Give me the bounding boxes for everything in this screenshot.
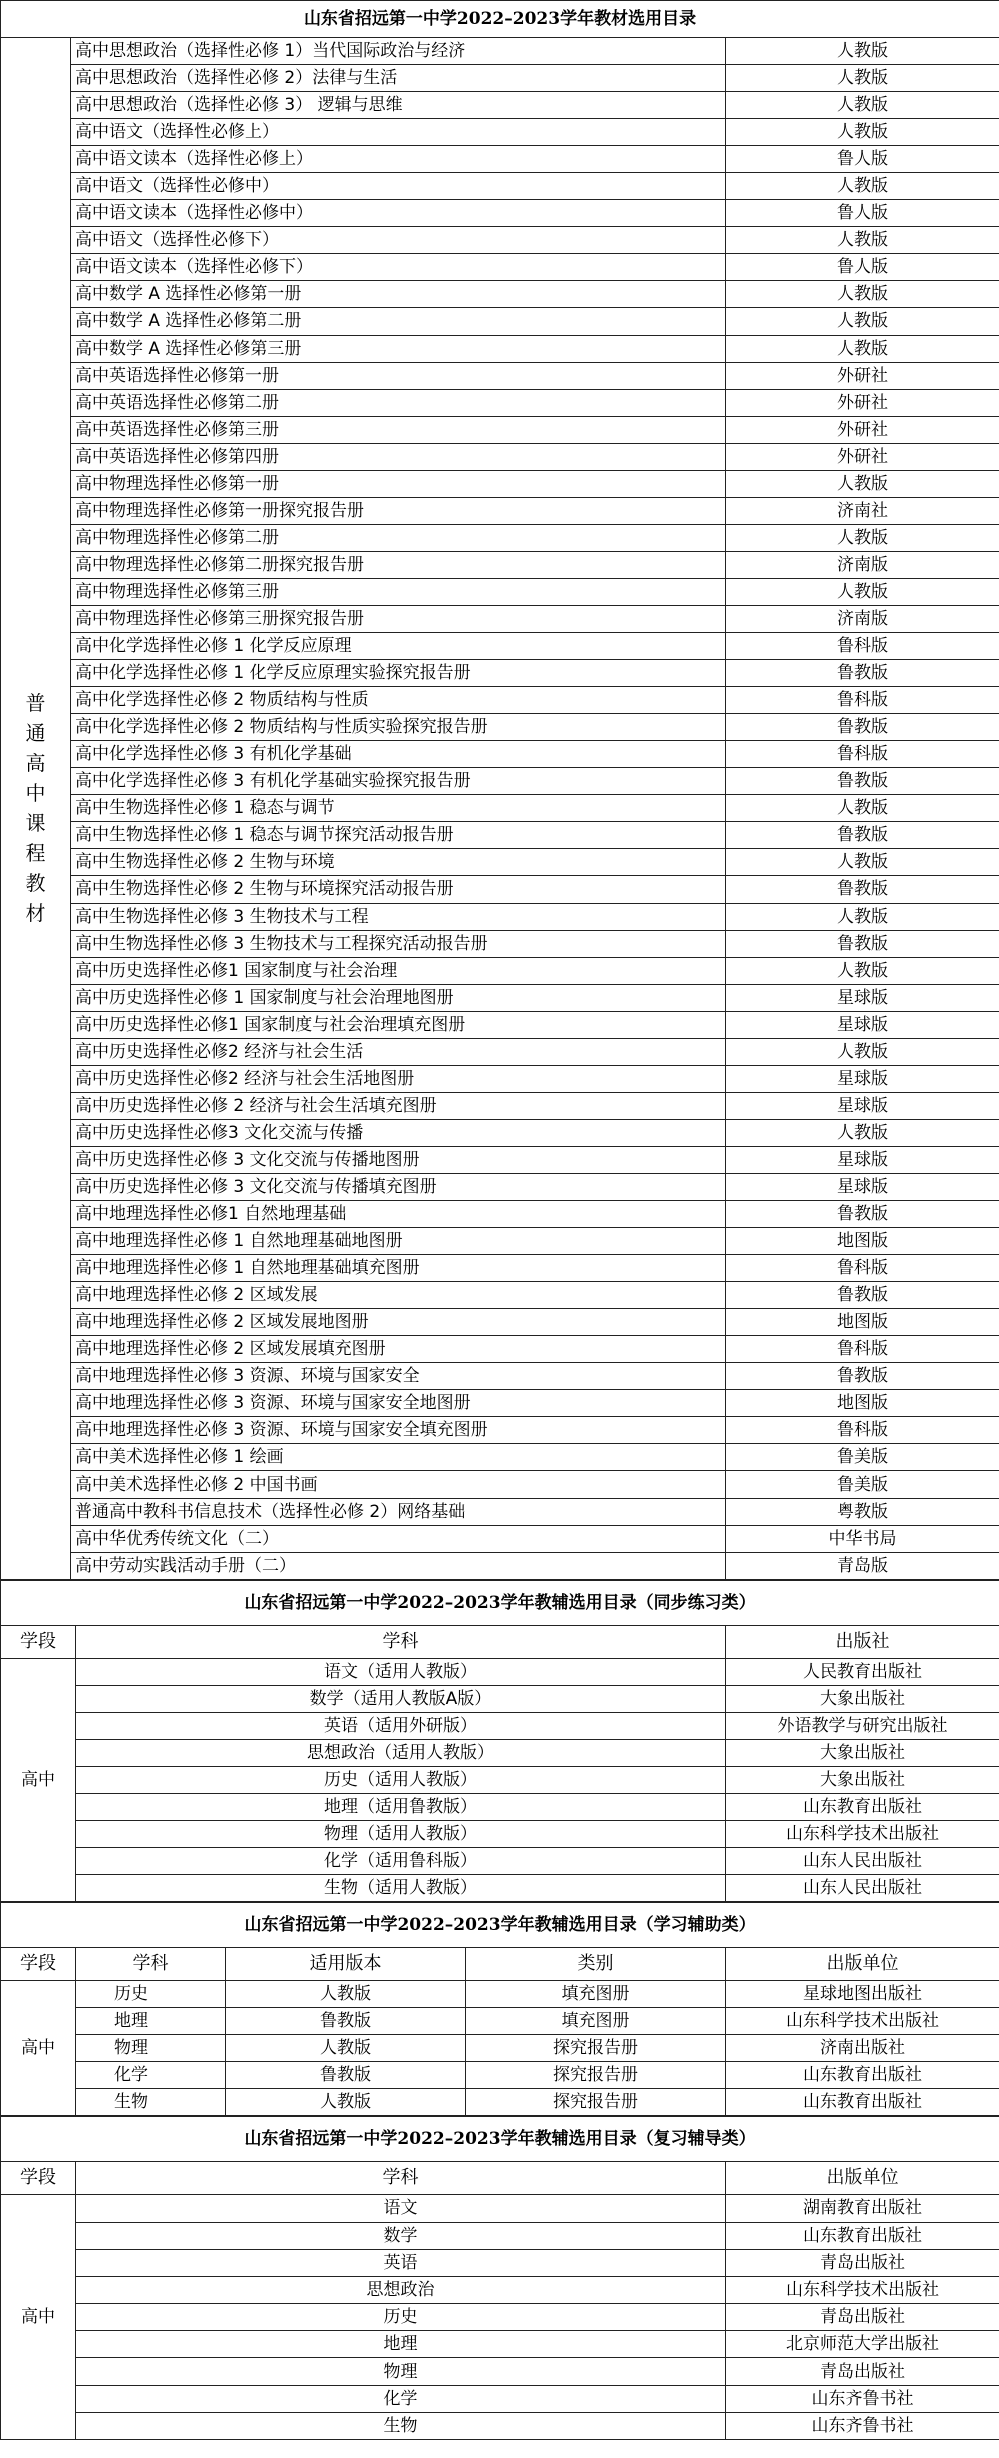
textbook-publisher: 人教版 [726,308,999,335]
textbook-row [1,1173,999,1200]
textbook-name: 高中历史选择性必修1 国家制度与社会治理填充图册 [71,1011,726,1038]
sync-publisher: 山东人民出版社 [726,1875,999,1902]
textbook-name: 高中生物选择性必修 1 稳态与调节探究活动报告册 [71,822,726,849]
sync-stage: 高中 [1,1658,76,1901]
assist-row [1,2035,999,2062]
textbook-publisher: 济南版 [726,605,999,632]
sync-table-title: 山东省招远第一中学2022–2023学年教辅选用目录（同步练习类） [1,1580,999,1625]
textbook-publisher: 人教版 [726,227,999,254]
textbook-row [1,1309,999,1336]
textbook-publisher: 人教版 [726,470,999,497]
assist-type: 探究报告册 [466,2062,726,2089]
textbook-name: 高中地理选择性必修 1 自然地理基础填充图册 [71,1255,726,1282]
assist-row [1,2008,999,2035]
textbook-publisher: 地图版 [726,1390,999,1417]
sync-publisher: 大象出版社 [726,1739,999,1766]
textbook-name: 高中语文读本（选择性必修中） [71,200,726,227]
textbook-row [1,1498,999,1525]
textbook-row [1,281,999,308]
textbook-publisher: 鲁教版 [726,1282,999,1309]
textbook-row [1,957,999,984]
assist-version: 人教版 [226,2089,466,2116]
textbook-row [1,1282,999,1309]
review-row [1,2412,999,2439]
assist-row [1,2062,999,2089]
assist-subject: 历史 [76,1981,226,2008]
textbook-row [1,254,999,281]
review-row [1,2385,999,2412]
sync-subject: 英语（适用外研版） [76,1712,726,1739]
assist-publisher: 星球地图出版社 [726,1981,999,2008]
textbook-publisher: 鲁人版 [726,254,999,281]
textbook-row [1,903,999,930]
textbook-name: 高中历史选择性必修 3 文化交流与传播填充图册 [71,1173,726,1200]
textbook-row [1,660,999,687]
textbook-publisher: 人教版 [726,173,999,200]
textbook-row [1,470,999,497]
textbook-name: 高中华优秀传统文化（二） [71,1525,726,1552]
sync-row [1,1820,999,1847]
review-subject: 数学 [76,2222,726,2249]
textbook-publisher: 鲁人版 [726,146,999,173]
textbook-publisher: 人教版 [726,524,999,551]
textbook-name: 高中劳动实践活动手册（二） [71,1552,726,1579]
textbook-name: 高中地理选择性必修 2 区域发展地图册 [71,1309,726,1336]
review-subject: 英语 [76,2249,726,2276]
textbook-publisher: 鲁教版 [726,1363,999,1390]
category-char: 通 [25,721,46,746]
assist-table [0,1902,999,2116]
textbook-publisher: 鲁教版 [726,660,999,687]
textbook-publisher: 鲁人版 [726,200,999,227]
textbook-row [1,930,999,957]
textbook-row [1,1363,999,1390]
textbook-name: 高中物理选择性必修第二册探究报告册 [71,551,726,578]
review-publisher: 青岛出版社 [726,2249,999,2276]
textbook-row [1,65,999,92]
review-row [1,2304,999,2331]
textbook-name: 高中物理选择性必修第一册 [71,470,726,497]
review-row [1,2276,999,2303]
sync-row [1,1766,999,1793]
sync-publisher: 大象出版社 [726,1685,999,1712]
sync-header-publisher: 出版社 [726,1625,999,1658]
category-label [1,38,71,1580]
category-char: 程 [25,841,46,866]
assist-row [1,1981,999,2008]
sync-subject: 历史（适用人教版） [76,1766,726,1793]
textbook-name: 高中语文（选择性必修下） [71,227,726,254]
textbook-name: 高中化学选择性必修 2 物质结构与性质 [71,687,726,714]
textbook-row [1,1336,999,1363]
sync-subject: 思想政治（适用人教版） [76,1739,726,1766]
textbook-publisher: 鲁科版 [726,1417,999,1444]
assist-subject: 物理 [76,2035,226,2062]
textbook-publisher: 鲁科版 [726,633,999,660]
textbook-publisher: 人教版 [726,957,999,984]
textbook-publisher: 人教版 [726,1119,999,1146]
textbook-row [1,714,999,741]
textbook-row [1,1038,999,1065]
textbook-name: 高中语文（选择性必修中） [71,173,726,200]
textbook-publisher: 外研社 [726,443,999,470]
assist-publisher: 山东科学技术出版社 [726,2008,999,2035]
assist-subject: 生物 [76,2089,226,2116]
assist-type: 探究报告册 [466,2089,726,2116]
textbook-row [1,1146,999,1173]
review-subject: 思想政治 [76,2276,726,2303]
review-publisher: 山东教育出版社 [726,2222,999,2249]
textbook-publisher: 鲁教版 [726,768,999,795]
assist-stage: 高中 [1,1981,76,2116]
textbook-publisher: 鲁教版 [726,930,999,957]
textbook-name: 高中化学选择性必修 1 化学反应原理 [71,633,726,660]
review-row [1,2331,999,2358]
textbook-row [1,389,999,416]
review-subject: 物理 [76,2358,726,2385]
textbook-row [1,795,999,822]
textbook-name: 高中历史选择性必修2 经济与社会生活 [71,1038,726,1065]
textbook-publisher: 鲁美版 [726,1471,999,1498]
textbook-name: 高中语文（选择性必修上） [71,119,726,146]
review-header-stage: 学段 [1,2162,76,2195]
textbook-publisher: 星球版 [726,1173,999,1200]
sync-publisher: 外语教学与研究出版社 [726,1712,999,1739]
textbook-name: 高中地理选择性必修 3 资源、环境与国家安全 [71,1363,726,1390]
textbook-name: 高中地理选择性必修 1 自然地理基础地图册 [71,1228,726,1255]
review-row [1,2358,999,2385]
textbook-name: 高中数学 A 选择性必修第三册 [71,335,726,362]
textbook-name: 高中英语选择性必修第一册 [71,362,726,389]
review-row [1,2249,999,2276]
textbook-row [1,1552,999,1579]
sync-publisher: 大象出版社 [726,1766,999,1793]
assist-subject: 地理 [76,2008,226,2035]
sync-subject: 地理（适用鲁教版） [76,1793,726,1820]
sync-publisher: 山东教育出版社 [726,1793,999,1820]
textbook-row [1,1525,999,1552]
textbook-row [1,1092,999,1119]
textbook-publisher: 人教版 [726,578,999,605]
textbook-name: 高中思想政治（选择性必修 3） 逻辑与思维 [71,92,726,119]
assist-header-version: 适用版本 [226,1948,466,1981]
review-subject: 生物 [76,2412,726,2439]
textbook-publisher: 星球版 [726,1065,999,1092]
textbook-row [1,1417,999,1444]
sync-row [1,1875,999,1902]
textbook-publisher: 鲁教版 [726,1201,999,1228]
textbook-publisher: 人教版 [726,903,999,930]
textbook-publisher: 中华书局 [726,1525,999,1552]
textbook-name: 高中生物选择性必修 2 生物与环境探究活动报告册 [71,876,726,903]
assist-type: 填充图册 [466,2008,726,2035]
category-char: 普 [25,691,46,716]
textbook-row [1,443,999,470]
assist-version: 人教版 [226,1981,466,2008]
assist-header-publisher: 出版单位 [726,1948,999,1981]
textbook-publisher: 星球版 [726,1146,999,1173]
textbook-row [1,1471,999,1498]
assist-version: 鲁教版 [226,2008,466,2035]
review-subject: 语文 [76,2195,726,2222]
assist-type: 填充图册 [466,1981,726,2008]
textbook-row [1,173,999,200]
textbook-row [1,1228,999,1255]
textbook-row [1,416,999,443]
review-publisher: 山东科学技术出版社 [726,2276,999,2303]
textbook-row [1,1444,999,1471]
review-subject: 地理 [76,2331,726,2358]
review-row [1,2222,999,2249]
textbook-name: 高中英语选择性必修第三册 [71,416,726,443]
review-publisher: 湖南教育出版社 [726,2195,999,2222]
textbook-publisher: 地图版 [726,1228,999,1255]
category-char: 课 [25,811,46,836]
textbook-name: 高中思想政治（选择性必修 1）当代国际政治与经济 [71,38,726,65]
textbook-name: 高中英语选择性必修第二册 [71,389,726,416]
textbook-row [1,524,999,551]
textbook-name: 高中生物选择性必修 3 生物技术与工程 [71,903,726,930]
assist-header-type: 类别 [466,1948,726,1981]
textbook-row [1,146,999,173]
textbook-row [1,1065,999,1092]
textbook-name: 高中历史选择性必修2 经济与社会生活地图册 [71,1065,726,1092]
category-char: 高 [25,751,46,776]
textbook-row [1,497,999,524]
textbook-row [1,1011,999,1038]
textbook-row [1,849,999,876]
textbook-name: 高中语文读本（选择性必修下） [71,254,726,281]
category-char: 材 [25,901,46,926]
textbook-name: 高中历史选择性必修1 国家制度与社会治理 [71,957,726,984]
textbook-row [1,200,999,227]
textbook-name: 高中地理选择性必修 3 资源、环境与国家安全填充图册 [71,1417,726,1444]
textbook-publisher: 星球版 [726,1092,999,1119]
textbook-name: 高中生物选择性必修 1 稳态与调节 [71,795,726,822]
textbook-row [1,768,999,795]
textbook-name: 高中地理选择性必修1 自然地理基础 [71,1201,726,1228]
textbook-table-title: 山东省招远第一中学2022–2023学年教材选用目录 [1,1,999,38]
sync-table [0,1580,999,1902]
review-table [0,2116,999,2440]
textbook-publisher: 鲁教版 [726,714,999,741]
textbook-publisher: 鲁科版 [726,741,999,768]
textbook-name: 高中美术选择性必修 2 中国书画 [71,1471,726,1498]
assist-subject: 化学 [76,2062,226,2089]
sync-row [1,1658,999,1685]
textbook-publisher: 星球版 [726,984,999,1011]
textbook-row [1,578,999,605]
sync-row [1,1685,999,1712]
textbook-name: 高中物理选择性必修第二册 [71,524,726,551]
textbook-row [1,308,999,335]
review-publisher: 青岛出版社 [726,2358,999,2385]
textbook-publisher: 人教版 [726,119,999,146]
textbook-publisher: 鲁教版 [726,822,999,849]
assist-publisher: 济南出版社 [726,2035,999,2062]
sync-row [1,1739,999,1766]
review-subject: 化学 [76,2385,726,2412]
textbook-name: 高中化学选择性必修 3 有机化学基础实验探究报告册 [71,768,726,795]
textbook-publisher: 人教版 [726,65,999,92]
review-subject: 历史 [76,2304,726,2331]
textbook-name: 高中英语选择性必修第四册 [71,443,726,470]
review-publisher: 山东齐鲁书社 [726,2385,999,2412]
textbook-row [1,1201,999,1228]
category-char: 中 [25,781,46,806]
textbook-name: 高中生物选择性必修 2 生物与环境 [71,849,726,876]
textbook-publisher: 外研社 [726,416,999,443]
textbook-publisher: 人教版 [726,38,999,65]
textbook-row [1,362,999,389]
textbook-row [1,227,999,254]
textbook-row [1,1119,999,1146]
textbook-name: 高中化学选择性必修 2 物质结构与性质实验探究报告册 [71,714,726,741]
textbook-name: 高中历史选择性必修 1 国家制度与社会治理地图册 [71,984,726,1011]
review-header-subject: 学科 [76,2162,726,2195]
review-table-title: 山东省招远第一中学2022–2023学年教辅选用目录（复习辅导类） [1,2117,999,2162]
category-char: 教 [25,871,46,896]
assist-version: 鲁教版 [226,2062,466,2089]
textbook-publisher: 济南社 [726,497,999,524]
textbook-name: 高中地理选择性必修 2 区域发展 [71,1282,726,1309]
assist-header-stage: 学段 [1,1948,76,1981]
textbook-publisher: 人教版 [726,1038,999,1065]
textbook-name: 高中物理选择性必修第一册探究报告册 [71,497,726,524]
sync-subject: 语文（适用人教版） [76,1658,726,1685]
textbook-row [1,119,999,146]
textbook-row [1,876,999,903]
assist-publisher: 山东教育出版社 [726,2089,999,2116]
textbook-publisher: 人教版 [726,795,999,822]
sync-header-subject: 学科 [76,1625,726,1658]
textbook-row [1,822,999,849]
assist-type: 探究报告册 [466,2035,726,2062]
assist-publisher: 山东教育出版社 [726,2062,999,2089]
textbook-name: 高中物理选择性必修第三册探究报告册 [71,605,726,632]
sync-subject: 生物（适用人教版） [76,1875,726,1902]
assist-version: 人教版 [226,2035,466,2062]
textbook-publisher: 济南版 [726,551,999,578]
sync-row [1,1712,999,1739]
textbook-name: 高中物理选择性必修第三册 [71,578,726,605]
textbook-name: 高中历史选择性必修3 文化交流与传播 [71,1119,726,1146]
textbook-row [1,1255,999,1282]
textbook-publisher: 粤教版 [726,1498,999,1525]
sync-subject: 化学（适用鲁科版） [76,1848,726,1875]
textbook-name: 高中数学 A 选择性必修第一册 [71,281,726,308]
textbook-publisher: 鲁科版 [726,687,999,714]
textbook-row [1,551,999,578]
textbook-name: 高中思想政治（选择性必修 2）法律与生活 [71,65,726,92]
textbook-publisher: 外研社 [726,389,999,416]
textbook-publisher: 鲁科版 [726,1336,999,1363]
textbook-publisher: 星球版 [726,1011,999,1038]
textbook-row [1,633,999,660]
review-publisher: 山东齐鲁书社 [726,2412,999,2439]
textbook-row [1,92,999,119]
sync-publisher: 山东人民出版社 [726,1848,999,1875]
review-publisher: 北京师范大学出版社 [726,2331,999,2358]
textbook-row [1,38,999,65]
textbook-row [1,335,999,362]
textbook-publisher: 人教版 [726,92,999,119]
textbook-publisher: 外研社 [726,362,999,389]
assist-row [1,2089,999,2116]
textbook-name: 高中美术选择性必修 1 绘画 [71,1444,726,1471]
textbook-name: 高中生物选择性必修 3 生物技术与工程探究活动报告册 [71,930,726,957]
textbook-name: 高中历史选择性必修 3 文化交流与传播地图册 [71,1146,726,1173]
review-publisher: 青岛出版社 [726,2304,999,2331]
textbook-name: 高中历史选择性必修 2 经济与社会生活填充图册 [71,1092,726,1119]
textbook-publisher: 鲁科版 [726,1255,999,1282]
textbook-name: 高中化学选择性必修 1 化学反应原理实验探究报告册 [71,660,726,687]
textbook-publisher: 人教版 [726,849,999,876]
assist-table-title: 山东省招远第一中学2022–2023学年教辅选用目录（学习辅助类） [1,1903,999,1948]
textbook-publisher: 地图版 [726,1309,999,1336]
textbook-name: 普通高中教科书信息技术（选择性必修 2）网络基础 [71,1498,726,1525]
textbook-publisher: 鲁教版 [726,876,999,903]
textbook-publisher: 鲁美版 [726,1444,999,1471]
sync-subject: 物理（适用人教版） [76,1820,726,1847]
textbook-name: 高中地理选择性必修 2 区域发展填充图册 [71,1336,726,1363]
sync-publisher: 人民教育出版社 [726,1658,999,1685]
textbook-row [1,741,999,768]
textbook-row [1,605,999,632]
textbook-name: 高中化学选择性必修 3 有机化学基础 [71,741,726,768]
textbook-row [1,687,999,714]
sync-row [1,1793,999,1820]
textbook-name: 高中数学 A 选择性必修第二册 [71,308,726,335]
sync-row [1,1848,999,1875]
sync-subject: 数学（适用人教版A版） [76,1685,726,1712]
assist-header-subject: 学科 [76,1948,226,1981]
textbook-publisher: 青岛版 [726,1552,999,1579]
review-stage: 高中 [1,2195,76,2440]
textbook-publisher: 人教版 [726,335,999,362]
textbook-row [1,984,999,1011]
textbook-name: 高中语文读本（选择性必修上） [71,146,726,173]
textbook-row [1,1390,999,1417]
sync-header-stage: 学段 [1,1625,76,1658]
review-row [1,2195,999,2222]
review-header-publisher: 出版单位 [726,2162,999,2195]
textbook-publisher: 人教版 [726,281,999,308]
textbook-name: 高中地理选择性必修 3 资源、环境与国家安全地图册 [71,1390,726,1417]
sync-publisher: 山东科学技术出版社 [726,1820,999,1847]
